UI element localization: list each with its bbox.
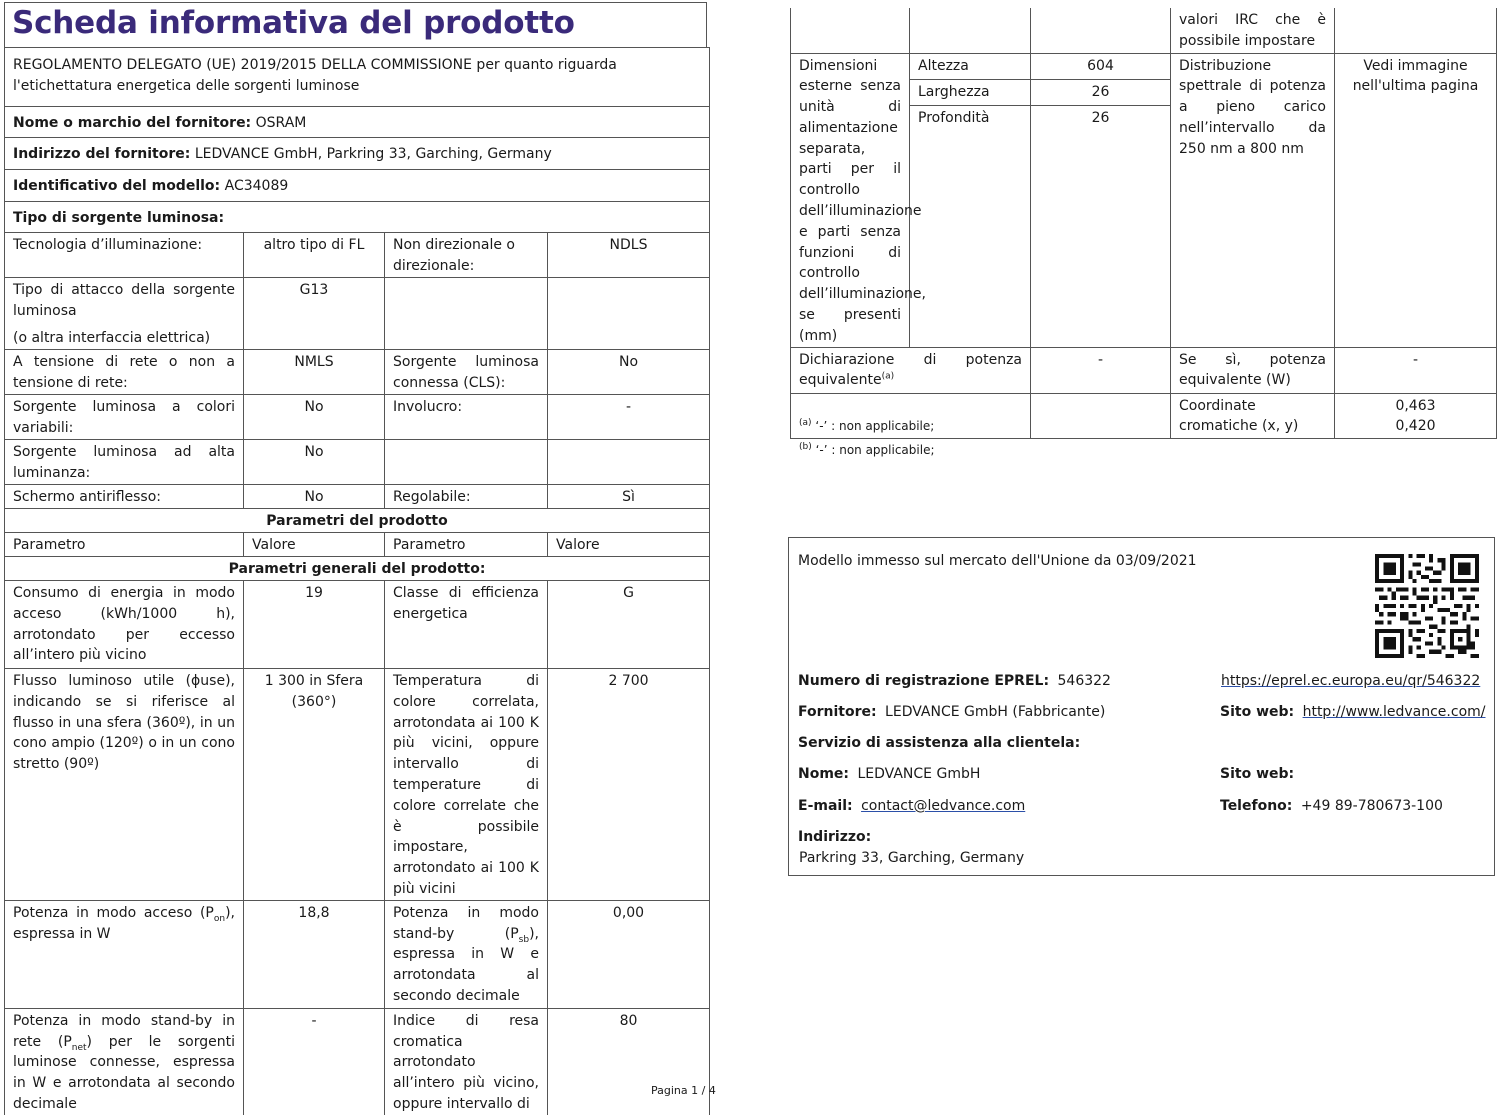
spectral-label: Distribuzione spettrale di potenza a pieno carico nell’intervallo da 250 nm a 800 nm — [1171, 53, 1335, 347]
email-row — [798, 798, 1025, 814]
email-link[interactable]: contact@ledvance.com — [861, 798, 1026, 814]
height-value: 604 — [1031, 53, 1171, 79]
website-row — [1220, 704, 1486, 720]
cap-label-sub: (o altra interfaccia elettrica) — [13, 329, 211, 346]
supplier-address: LEDVANCE GmbH, Parkring 33, Garching, Germany — [194, 146, 552, 162]
pon-label — [5, 900, 244, 1008]
footnote-b-mark: (b) — [799, 442, 812, 452]
equivalent-power-label — [791, 347, 1031, 393]
pnet-value: - — [244, 1008, 385, 1114]
class-label: Classe di efficienza energetica — [385, 581, 548, 669]
equivalent-power-text: Dichiarazione di potenza equivalente — [799, 351, 1022, 389]
supplier-address-row — [5, 138, 710, 170]
eprel-url[interactable] — [1221, 673, 1480, 689]
col-value: Valore — [548, 533, 710, 557]
anti-glare-value: No — [244, 485, 385, 509]
pnet-label-b: ) per le sorgenti luminose connesse, espressa in W e arrotondata al secondo decimale — [13, 1033, 235, 1112]
email-label: E-mail: — [798, 798, 853, 814]
cri-value: 80 — [548, 1008, 710, 1114]
colour-tunable-value: No — [244, 395, 385, 440]
product-params-header: Parametri del prodotto — [5, 509, 710, 533]
page-number: Pagina 1 / 4 — [651, 1084, 716, 1097]
dimensions-label: Dimensioni esterne senza unità di alimentazione separata, parti per il controllo dell’illuminazione e parti senza funzioni di controllo dell’illuminazione, se presenti (mm) — [791, 53, 910, 347]
address-label: Indirizzo: — [798, 829, 872, 845]
dimmable-label: Regolabile: — [385, 485, 548, 509]
cri-label: Indice di resa cromatica arrotondato all’intero più vicino, oppure intervallo di — [385, 1008, 548, 1114]
pnet-sub: net — [71, 1042, 87, 1053]
pon-value: 18,8 — [244, 900, 385, 1008]
supplier-label: Fornitore: — [798, 704, 877, 720]
market-date-text: Modello immesso sul mercato dell'Unione da 03/09/2021 — [798, 553, 1197, 569]
width-label: Larghezza — [910, 79, 1031, 105]
psb-label-a: Potenza in modo stand-by (P — [393, 904, 539, 942]
class-value: G — [548, 581, 710, 669]
supplier-value: LEDVANCE GmbH (Fabbricante) — [885, 704, 1106, 720]
chromaticity-label: Coordinate cromatiche (x, y) — [1171, 393, 1335, 438]
service-name-value: LEDVANCE GmbH — [857, 766, 981, 782]
cct-value: 2 700 — [548, 669, 710, 901]
cap-label-main: Tipo di attacco della sorgente luminosa — [13, 282, 235, 319]
empty-cell — [385, 440, 548, 485]
pon-label-a: Potenza in modo acceso (P — [13, 904, 214, 921]
tech-label: Tecnologia d’illuminazione: — [5, 233, 244, 278]
footnote-a-text: ‘-’ : non applicabile; — [815, 419, 935, 433]
website-label: Sito web: — [1220, 704, 1295, 720]
phone-label: Telefono: — [1220, 798, 1293, 814]
directional-value: NDLS — [548, 233, 710, 278]
psb-label-b: ), espressa in W e arrotondata al secondo decimale — [393, 925, 539, 1004]
supplier-name: OSRAM — [255, 115, 307, 131]
service-name-row — [798, 766, 980, 782]
footnote-b-text: ‘-’ : non applicabile; — [815, 443, 935, 457]
empty-cell — [791, 8, 910, 53]
footnote-b — [799, 443, 935, 457]
dimmable-value: Sì — [548, 485, 710, 509]
phone-row — [1220, 798, 1443, 814]
supplier-name-row — [5, 107, 710, 138]
pon-label-b: ), espressa in W — [13, 904, 235, 942]
empty-cell — [1335, 8, 1497, 53]
flux-value: 1 300 in Sfera (360°) — [244, 669, 385, 901]
energy-value: 19 — [244, 581, 385, 669]
chromaticity-x: 0,463 — [1395, 397, 1436, 414]
footnote-a — [799, 419, 934, 433]
source-type-label: Tipo di sorgente luminosa: — [5, 202, 710, 233]
envelope-value: - — [548, 395, 710, 440]
mains-value: NMLS — [244, 350, 385, 395]
eprel-registration-number: 546322 — [1057, 673, 1111, 689]
eprel-registration-label: Numero di registrazione EPREL: — [798, 673, 1050, 689]
product-info-table-continued — [790, 8, 1497, 439]
service-name-label: Nome: — [798, 766, 850, 782]
cri-label-continued: valori IRC che è possibile impostare — [1171, 8, 1335, 53]
empty-cell — [548, 278, 710, 350]
psb-label — [385, 900, 548, 1008]
model-id: AC34089 — [224, 178, 289, 194]
depth-label: Profondità — [910, 105, 1031, 347]
customer-service-label: Servizio di assistenza alla clientela: — [798, 735, 1081, 751]
equivalent-watt-label: Se sì, potenza equivalente (W) — [1171, 347, 1335, 393]
psb-value: 0,00 — [548, 900, 710, 1008]
cls-value: No — [548, 350, 710, 395]
spectral-value: Vedi immagine nell'ultima pagina — [1335, 53, 1497, 347]
pnet-label-a: Potenza in modo stand-by in rete (P — [13, 1012, 235, 1050]
empty-cell — [1031, 8, 1171, 53]
envelope-label: Involucro: — [385, 395, 548, 440]
col-param: Parametro — [385, 533, 548, 557]
equivalent-power-value: - — [1031, 347, 1171, 393]
service-website-label: Sito web: — [1220, 766, 1295, 782]
qr-code-icon — [1375, 554, 1479, 658]
supplier-address-label: Indirizzo del fornitore: — [13, 146, 191, 162]
regulation-text: REGOLAMENTO DELEGATO (UE) 2019/2015 DELLA COMMISSIONE per quanto riguarda l'etichettatura energetica delle sorgenti luminose — [5, 48, 710, 107]
flux-label: Flusso luminoso utile (ɸuse), indicando se si riferisce al flusso in una sfera (360º), in un cono ampio (120º) o in un cono stretto (90º) — [5, 669, 244, 901]
empty-cell — [548, 440, 710, 485]
width-value: 26 — [1031, 79, 1171, 105]
phone-value: +49 89-780673-100 — [1300, 798, 1443, 814]
cap-label — [5, 278, 244, 350]
address-value: Parkring 33, Garching, Germany — [799, 850, 1025, 866]
depth-value: 26 — [1031, 105, 1171, 347]
high-luminance-label: Sorgente luminosa ad alta luminanza: — [5, 440, 244, 485]
footnote-a-mark: (a) — [799, 418, 812, 428]
psb-sub: sb — [518, 934, 530, 945]
col-value: Valore — [244, 533, 385, 557]
pnet-label — [5, 1008, 244, 1114]
cct-label: Temperatura di colore correlata, arrotondata ai 100 K più vicini, oppure intervallo di temperature di colore correlate che è possibile impostare, arrotondato ai 100 K più vicini — [385, 669, 548, 901]
supplier-name-label: Nome o marchio del fornitore: — [13, 115, 252, 131]
page-title-box — [4, 2, 707, 47]
empty-cell — [1031, 393, 1171, 438]
equivalent-watt-value: - — [1335, 347, 1497, 393]
model-id-row — [5, 170, 710, 202]
model-id-label: Identificativo del modello: — [13, 178, 221, 194]
pon-sub: on — [213, 913, 226, 924]
directional-label: Non direzionale o direzionale: — [385, 233, 548, 278]
general-params-header: Parametri generali del prodotto: — [5, 557, 710, 581]
cap-value: G13 — [244, 278, 385, 350]
eprel-url-link[interactable]: https://eprel.ec.europa.eu/qr/546322 — [1221, 673, 1481, 689]
cls-label: Sorgente luminosa connessa (CLS): — [385, 350, 548, 395]
page-title: Scheda informativa del prodotto — [12, 5, 575, 41]
mains-label: A tensione di rete o non a tensione di rete: — [5, 350, 244, 395]
footnote-mark: (a) — [881, 371, 895, 382]
tech-value: altro tipo di FL — [244, 233, 385, 278]
website-link[interactable]: http://www.ledvance.com/ — [1302, 704, 1486, 720]
colour-tunable-label: Sorgente luminosa a colori variabili: — [5, 395, 244, 440]
product-info-table — [4, 47, 710, 1115]
supplier-row — [798, 704, 1105, 720]
chromaticity-value — [1335, 393, 1497, 438]
anti-glare-label: Schermo antiriflesso: — [5, 485, 244, 509]
empty-cell — [385, 278, 548, 350]
eprel-registration — [798, 673, 1111, 689]
high-luminance-value: No — [244, 440, 385, 485]
chromaticity-y: 0,420 — [1395, 418, 1436, 435]
energy-label: Consumo di energia in modo acceso (kWh/1000 h), arrotondato per eccesso all’intero più vicino — [5, 581, 244, 669]
empty-cell — [910, 8, 1031, 53]
height-label: Altezza — [910, 53, 1031, 79]
col-param: Parametro — [5, 533, 244, 557]
